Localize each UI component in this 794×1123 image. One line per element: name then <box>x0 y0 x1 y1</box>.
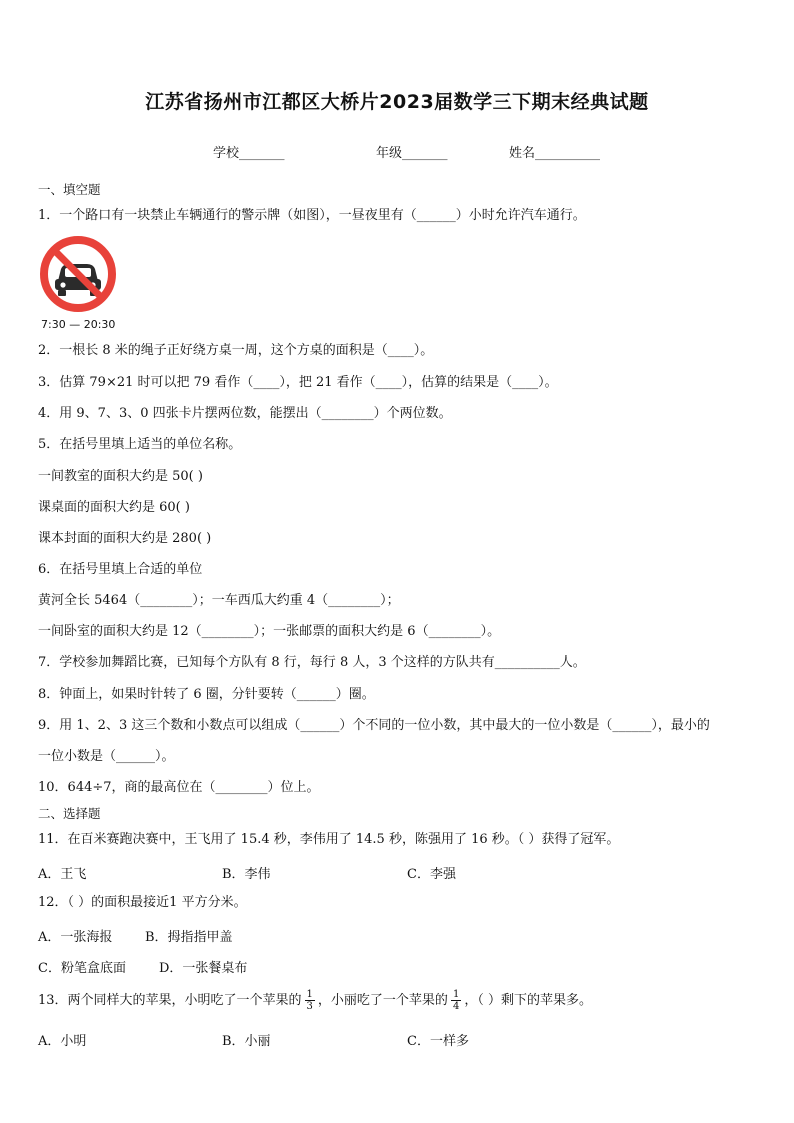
question-7: 7．学校参加舞蹈比赛，已知每个方队有 8 行，每行 8 人，3 个这样的方队共有__________人。 <box>38 655 586 670</box>
name-field: 姓名__________ <box>509 146 601 161</box>
school-field: 学校_______ <box>213 146 285 161</box>
question-13-option-c: C．一样多 <box>407 1034 469 1049</box>
fraction-one-third <box>305 989 315 1012</box>
question-8: 8．钟面上，如果时针转了 6 圈，分针要转（______）圈。 <box>38 687 375 702</box>
question-13-text-start: 13．两个同样大的苹果，小明吃了一个苹果的 <box>38 993 302 1008</box>
page-title: 江苏省扬州市江都区大桥片2023届数学三下期末经典试题 <box>145 91 649 113</box>
question-12-option-c: C．粉笔盒底面 <box>38 961 126 976</box>
question-10: 10．644÷7，商的最高位在（________）位上。 <box>38 780 320 795</box>
question-13-option-a: A．小明 <box>38 1034 87 1049</box>
question-9-line-a: 9．用 1、2、3 这三个数和小数点可以组成（______）个不同的一位小数，其中最大的一位小数是（______），最小的 <box>38 718 710 733</box>
question-13-text-end: ，（ ）剩下的苹果多。 <box>464 993 592 1008</box>
fraction-one-fourth <box>451 989 461 1012</box>
question-6: 6．在括号里填上合适的单位 <box>38 562 203 577</box>
question-11-option-b: B．李伟 <box>222 867 271 882</box>
fraction-numerator: 1 <box>306 989 313 1000</box>
question-5-item-a: 一间教室的面积大约是 50( ) <box>38 469 203 484</box>
question-5-item-c: 课本封面的面积大约是 280( ) <box>38 531 212 546</box>
sign-time-label: 7:30 — 20:30 <box>41 318 116 331</box>
question-2: 2．一根长 8 米的绳子正好绕方桌一周，这个方桌的面积是（____）。 <box>38 343 434 358</box>
question-1: 1．一个路口有一块禁止车辆通行的警示牌（如图），一昼夜里有（______）小时允许汽车通行。 <box>38 208 586 223</box>
question-13 <box>38 988 592 1014</box>
question-12: 12．（ ）的面积最接近1 平方分米。 <box>38 895 247 910</box>
question-3: 3．估算 79×21 时可以把 79 看作（____），把 21 看作（____），估算的结果是（____）。 <box>38 375 558 390</box>
question-12-option-d: D．一张餐桌布 <box>159 961 248 976</box>
question-13-text-middle: ，小丽吃了一个苹果的 <box>317 993 448 1008</box>
fraction-numerator: 1 <box>452 989 460 1000</box>
question-6-line-b: 一间卧室的面积大约是 12（________）；一张邮票的面积大约是 6（________）。 <box>38 624 501 639</box>
question-11: 11．在百米赛跑决赛中，王飞用了 15.4 秒，李伟用了 14.5 秒，陈强用了 16 秒。（ ）获得了冠军。 <box>38 832 620 847</box>
question-5-item-b: 课桌面的面积大约是 60( ) <box>38 500 190 515</box>
section-heading-choice: 二、选择题 <box>38 806 101 821</box>
section-heading-fill-blank: 一、填空题 <box>38 182 101 197</box>
question-11-option-c: C．李强 <box>407 867 456 882</box>
grade-field: 年级_______ <box>376 146 448 161</box>
question-9-line-b: 一位小数是（______）。 <box>38 749 175 764</box>
question-12-option-a: A．一张海报 <box>38 930 113 945</box>
fraction-denominator: 4 <box>452 1001 460 1012</box>
question-13-option-b: B．小丽 <box>222 1034 271 1049</box>
question-4: 4．用 9、7、3、0 四张卡片摆两位数，能摆出（________）个两位数。 <box>38 406 452 421</box>
question-12-option-b: B．拇指指甲盖 <box>145 930 233 945</box>
no-car-sign-icon <box>38 234 118 314</box>
question-6-line-a: 黄河全长 5464（________）；一车西瓜大约重 4（________）； <box>38 593 400 608</box>
question-11-option-a: A．王飞 <box>38 867 87 882</box>
fraction-denominator: 3 <box>306 1001 313 1012</box>
question-5: 5．在括号里填上适当的单位名称。 <box>38 437 242 452</box>
